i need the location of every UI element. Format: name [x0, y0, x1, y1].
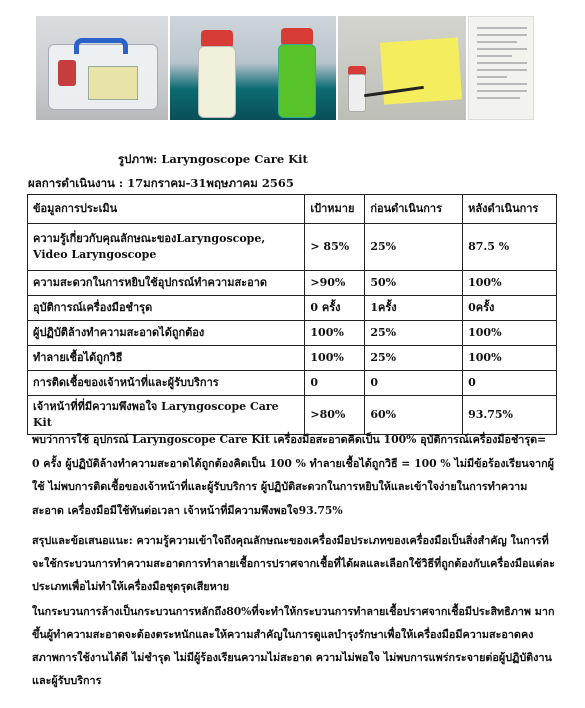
table-row: [28, 371, 557, 396]
column-header: ก่อนดำเนินการ: [365, 195, 463, 224]
table-cell: เจ้าหน้าที่ที่มีความพึงพอใจ Laryngoscope Care Kit: [28, 396, 305, 435]
table-cell: 100%: [463, 346, 557, 371]
summary-paragraph: สรุปและข้อเสนอแนะ: ความรู้ความเข้าใจถึงคุณลักษณะของเครื่องมือประเภทของเครื่องมือเป็นสิ่งสำคัญ ในการที่จะใช้กระบวนการทำความสะอาดการทำลายเชื้อการปราศจากเชื้อที่ได้ผลและเลือกใช้วิธีที่ถูกต้องกับเครื่องมือแต่ละประเภทเพื่อไม่ทำให้เครื่องมือชุดรุดเสียหาย: [32, 534, 555, 593]
photo-instruction-sheet: [468, 16, 534, 120]
table-cell: 0 ครั้ง: [305, 296, 365, 321]
table-cell: ความสะดวกในการหยิบใช้อุปกรณ์ทำความสะอาด: [28, 271, 305, 296]
document-lines: [477, 27, 527, 104]
table-cell: 50%: [365, 271, 463, 296]
clear-bottle: [198, 46, 236, 118]
result-period: ผลการดำเนินงาน : 17มกราคม-31พฤษภาคม 2565: [28, 176, 294, 190]
photo-kit-contents: [338, 16, 466, 120]
table-cell: 93.75%: [463, 396, 557, 435]
table-cell: ความรู้เกี่ยวกับคุณลักษณะของLaryngoscope, Video Laryngoscope: [28, 224, 305, 271]
table-header-row: [28, 195, 557, 224]
table-cell: 100%: [463, 271, 557, 296]
table-cell: อุบัติการณ์เครื่องมือชำรุด: [28, 296, 305, 321]
table-row: [28, 321, 557, 346]
findings-paragraph: พบว่าการใช้ อุปกรณ์ Laryngoscope Care Kit เครื่องมือสะอาดคิดเป็น 100% อุบัติการณ์เครื่องมือชำรุด= 0 ครั้ง ผู้ปฏิบัติล้างทำความสะอาดได้ถูกต้องคิดเป็น 100 % ทำลายเชื้อได้ถูกวิธี = 100 % ไม่มีข้อร้องเรียนจากผู้ใช้ ไม่พบการติดเชื้อของเจ้าหน้าที่และผู้รับบริการ ผู้ปฏิบัติสะดวกในการหยิบให้และเข้าใจง่ายในการทำความสะอาด เครื่องมือมีใช้ทันต่อเวลา เจ้าหน้าที่มีความพึงพอใจ93.75%: [32, 433, 554, 517]
table-cell: ผู้ปฏิบัติล้างทำความสะอาดได้ถูกต้อง: [28, 321, 305, 346]
photo-disinfectant-bottles: [170, 16, 336, 120]
table-cell: 0: [463, 371, 557, 396]
box-label-sticker: [88, 66, 138, 100]
table-cell: >90%: [305, 271, 365, 296]
photo-care-kit-box: [36, 16, 168, 120]
table-cell: > 85%: [305, 224, 365, 271]
table-cell: 100%: [463, 321, 557, 346]
box-handle: [74, 38, 128, 54]
red-tab: [58, 60, 76, 86]
column-header: ข้อมูลการประเมิน: [28, 195, 305, 224]
table-cell: การติดเชื้อของเจ้าหน้าที่และผู้รับบริการ: [28, 371, 305, 396]
small-bottle: [348, 74, 366, 112]
table-cell: 0ครั้ง: [463, 296, 557, 321]
table-cell: 0: [305, 371, 365, 396]
photo-caption: รูปภาพ: Laryngoscope Care Kit: [118, 152, 308, 166]
column-header: หลังดำเนินการ: [463, 195, 557, 224]
table-cell: >80%: [305, 396, 365, 435]
table-cell: 0: [365, 371, 463, 396]
green-bottle: [278, 44, 316, 118]
evaluation-table: [27, 194, 557, 435]
table-cell: 100%: [305, 321, 365, 346]
table-row: [28, 271, 557, 296]
photo-strip: [36, 16, 500, 120]
table-cell: 25%: [365, 321, 463, 346]
table-cell: 100%: [305, 346, 365, 371]
table-row: [28, 296, 557, 321]
table-cell: 87.5 %: [463, 224, 557, 271]
table-row: [28, 224, 557, 271]
column-header: เป้าหมาย: [305, 195, 365, 224]
table-cell: 25%: [365, 224, 463, 271]
table-cell: ทำลายเชื้อได้ถูกวิธี: [28, 346, 305, 371]
table-cell: 25%: [365, 346, 463, 371]
table-cell: 60%: [365, 396, 463, 435]
table-cell: 1ครั้ง: [365, 296, 463, 321]
yellow-sheet: [380, 37, 462, 104]
process-paragraph: ในกระบวนการล้างเป็นกระบวนการหลักถึง80%ที่จะทำให้กระบวนการทำลายเชื้อปราศจากเชื้อมีประสิทธิภาพ มากขึ้นผู้ทำความสะอาดจะต้องตระหนักและให้ความสำคัญในการดูแลบำรุงรักษาเพื่อให้เครื่องมือมีความสะอาดคงสภาพการใช้งานได้ดี ไม่ชำรุด ไม่มีผู้ร้องเรียนความไม่สะอาด ความไม่พอใจ ไม่พบการแพร่กระจายต่อผู้ปฏิบัติงานและผู้รับบริการ: [32, 605, 555, 687]
table-row: [28, 346, 557, 371]
